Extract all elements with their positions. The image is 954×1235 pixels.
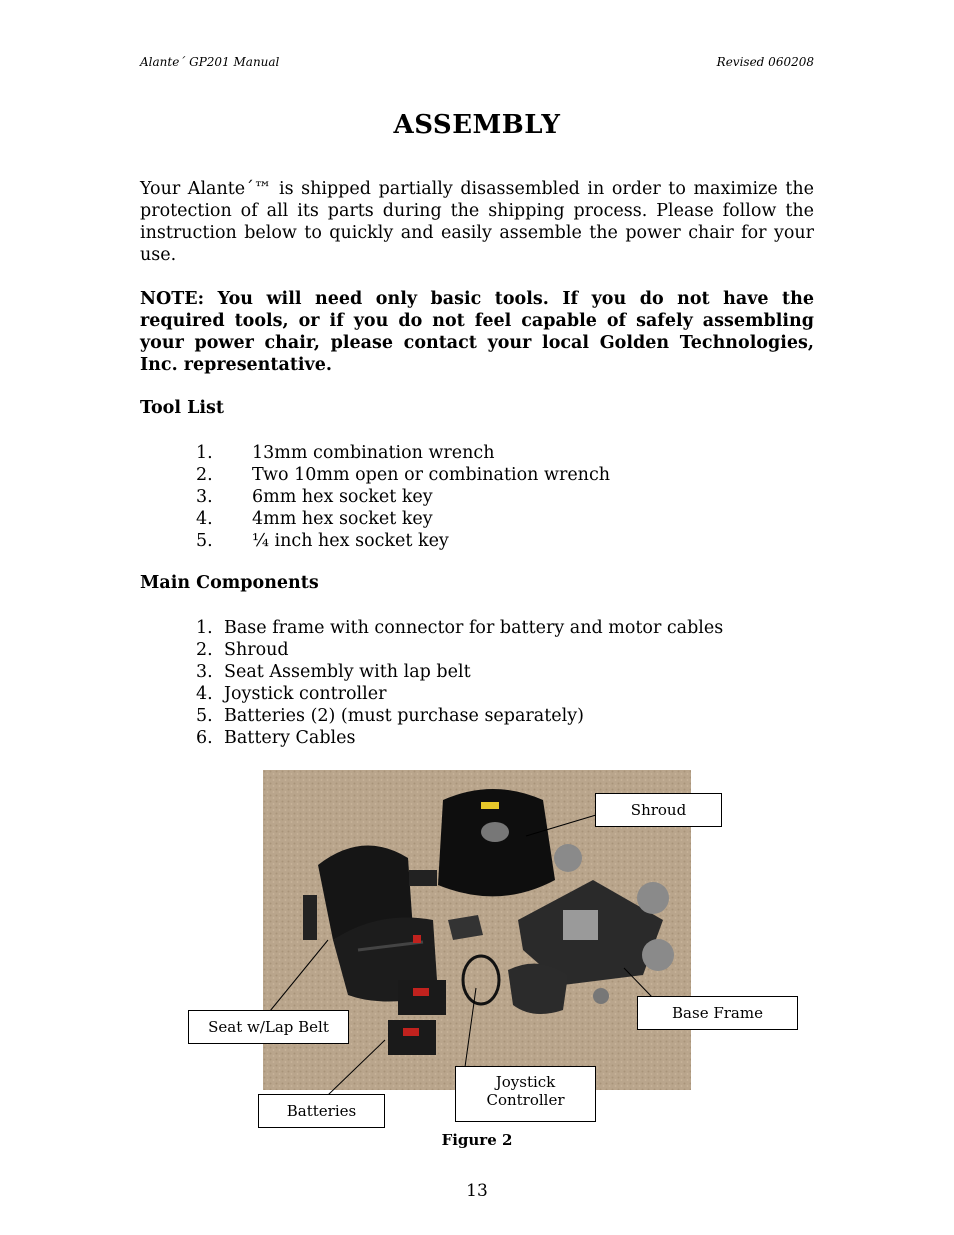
list-item-text: Battery Cables (224, 728, 356, 748)
list-item-number: 6. (196, 728, 213, 748)
note-paragraph: NOTE: You will need only basic tools. If you do not have the required tools, or if you do not feel capable of safely assembling your power chair, please contact your local Golden Technologies, Inc. representative. (140, 289, 814, 375)
list-item (196, 486, 610, 508)
list-item (196, 639, 723, 661)
list-item (196, 705, 723, 727)
figure-caption: Figure 2 (441, 1131, 513, 1149)
callout-joystick: Joystick Controller (455, 1066, 596, 1122)
list-item (196, 727, 723, 749)
list-item (196, 683, 723, 705)
list-item (196, 661, 723, 683)
list-item-text: Seat Assembly with lap belt (224, 662, 471, 682)
list-item-number: 5. (196, 706, 213, 726)
tool-list (196, 442, 610, 552)
list-item (196, 530, 610, 552)
list-item-number: 4. (196, 684, 213, 704)
list-item-text: Joystick controller (224, 684, 387, 704)
main-components-list (196, 617, 723, 749)
callout-base-frame: Base Frame (637, 996, 798, 1030)
callout-batteries: Batteries (258, 1094, 385, 1128)
list-item-text: 6mm hex socket key (252, 487, 433, 507)
list-item-number: 3. (196, 662, 213, 682)
list-item (196, 442, 610, 464)
callout-seat: Seat w/Lap Belt (188, 1010, 349, 1044)
page-number: 13 (466, 1181, 488, 1201)
list-item-number: 4. (196, 509, 213, 529)
main-components-heading: Main Components (140, 573, 319, 593)
page-title: ASSEMBLY (393, 110, 561, 140)
list-item-text: Base frame with connector for battery and motor cables (224, 618, 724, 638)
list-item-text: Batteries (2) (must purchase separately) (224, 706, 584, 726)
list-item-text: 13mm combination wrench (252, 443, 495, 463)
list-item (196, 617, 723, 639)
shroud-part (438, 789, 555, 896)
header-manual-title: Alante´ GP201 Manual (140, 55, 280, 69)
list-item-number: 3. (196, 487, 213, 507)
list-item (196, 464, 610, 486)
list-item (196, 508, 610, 530)
intro-paragraph: Your Alante´™ is shipped partially disassembled in order to maximize the protection of all its parts during the shipping process. Please follow the instruction below to quickly and easily assemble the power chair for your use. (140, 179, 814, 265)
list-item-number: 2. (196, 465, 213, 485)
list-item-number: 5. (196, 531, 213, 551)
callout-shroud: Shroud (595, 793, 722, 827)
tool-list-heading: Tool List (140, 398, 224, 418)
list-item-number: 1. (196, 618, 213, 638)
list-item-text: Shroud (224, 640, 289, 660)
list-item-text: Two 10mm open or combination wrench (252, 465, 611, 485)
header-revision: Revised 060208 (716, 55, 814, 69)
list-item-number: 1. (196, 443, 213, 463)
list-item-text: 4mm hex socket key (252, 509, 433, 529)
list-item-text: ¼ inch hex socket key (252, 531, 449, 551)
list-item-number: 2. (196, 640, 213, 660)
footrest-part (508, 964, 568, 1014)
